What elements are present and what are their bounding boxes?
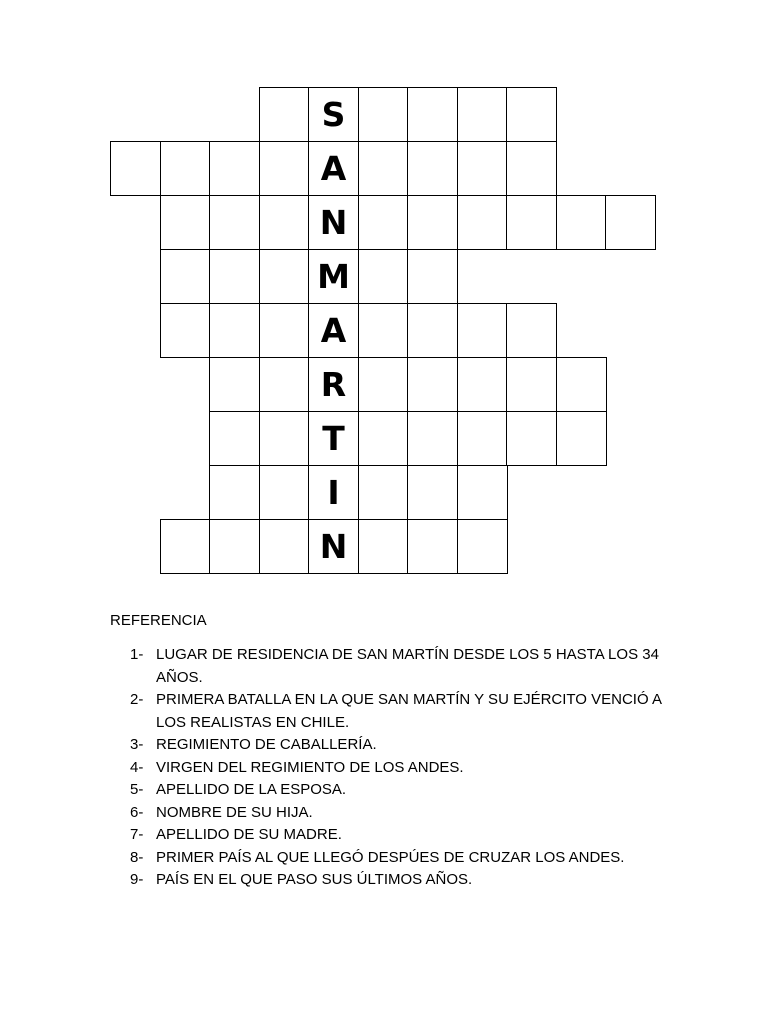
crossword-cell[interactable]: [556, 357, 607, 412]
crossword-cell[interactable]: [407, 465, 458, 520]
crossword-key-cell: N: [308, 519, 359, 574]
crossword-cell[interactable]: [407, 519, 458, 574]
clue-text: APELLIDO DE LA ESPOSA.: [156, 781, 347, 798]
crossword-cell[interactable]: [209, 249, 260, 304]
clue-item: [130, 869, 690, 892]
crossword-cell[interactable]: [407, 249, 458, 304]
crossword-cell[interactable]: [407, 195, 458, 250]
clue-text: VIRGEN DEL REGIMIENTO DE LOS ANDES.: [156, 758, 464, 776]
clue-item: [130, 757, 690, 780]
clue-number: 6-: [130, 803, 144, 821]
crossword-key-cell: M: [308, 249, 359, 304]
clue-number: 4-: [130, 758, 144, 776]
crossword-cell[interactable]: [506, 303, 557, 358]
crossword-cell[interactable]: [358, 87, 409, 142]
crossword-cell[interactable]: [160, 519, 211, 574]
crossword-cell[interactable]: [457, 303, 508, 358]
crossword-key-cell: T: [308, 411, 359, 466]
crossword-cell[interactable]: [358, 303, 409, 358]
clue-number: 3-: [130, 736, 144, 753]
crossword-cell[interactable]: [209, 357, 260, 412]
crossword-cell[interactable]: [358, 465, 409, 520]
crossword-cell[interactable]: [407, 357, 458, 412]
clue-text: LUGAR DE RESIDENCIA DE SAN MARTÍN DESDE LOS 5 HASTA LOS 34 AÑOS.: [156, 646, 659, 686]
crossword-cell[interactable]: [259, 249, 310, 304]
clue-item: [130, 644, 690, 689]
crossword-key-cell: S: [308, 87, 359, 142]
crossword-cell[interactable]: [160, 249, 211, 304]
crossword-cell[interactable]: [457, 411, 508, 466]
reference-title: REFERENCIA: [110, 612, 207, 629]
clue-item: [130, 734, 690, 757]
crossword-cell[interactable]: [160, 195, 211, 250]
clue-item: [130, 779, 690, 802]
clue-item: [130, 824, 690, 847]
crossword-cell[interactable]: [259, 141, 310, 196]
clue-text: PAÍS EN EL QUE PASO SUS ÚLTIMOS AÑOS.: [156, 871, 473, 888]
crossword-cell[interactable]: [407, 141, 458, 196]
crossword-key-cell: R: [308, 357, 359, 412]
crossword-cell[interactable]: [209, 465, 260, 520]
clue-text: PRIMERA BATALLA EN LA QUE SAN MARTÍN Y SU EJÉRCITO VENCIÓ A LOS REALISTAS EN CHILE.: [156, 691, 662, 731]
crossword-cell[interactable]: [259, 87, 310, 142]
crossword-key-cell: I: [308, 465, 359, 520]
clue-number: 8-: [130, 848, 144, 866]
crossword-cell[interactable]: [209, 519, 260, 574]
clue-item: [130, 847, 690, 870]
clue-number: 5-: [130, 781, 144, 798]
crossword-cell[interactable]: [506, 141, 557, 196]
crossword-cell[interactable]: [259, 519, 310, 574]
crossword-cell[interactable]: [259, 411, 310, 466]
crossword-cell[interactable]: [457, 357, 508, 412]
clue-number: 2-: [130, 691, 144, 708]
crossword-cell[interactable]: [259, 357, 310, 412]
crossword-cell[interactable]: [605, 195, 656, 250]
crossword-cell[interactable]: [457, 519, 508, 574]
clue-item: [130, 689, 690, 734]
crossword-cell[interactable]: [457, 465, 508, 520]
crossword-cell[interactable]: [358, 141, 409, 196]
crossword-key-cell: A: [308, 303, 359, 358]
crossword-cell[interactable]: [556, 411, 607, 466]
crossword-cell[interactable]: [358, 411, 409, 466]
clue-number: 1-: [130, 646, 144, 663]
crossword-cell[interactable]: [457, 141, 508, 196]
clue-number: 9-: [130, 871, 144, 888]
crossword-cell[interactable]: [556, 195, 607, 250]
crossword-cell[interactable]: [160, 303, 211, 358]
clue-text: REGIMIENTO DE CABALLERÍA.: [156, 736, 377, 753]
crossword-cell[interactable]: [407, 303, 458, 358]
crossword-cell[interactable]: [259, 465, 310, 520]
crossword-cell[interactable]: [358, 195, 409, 250]
clue-text: NOMBRE DE SU HIJA.: [156, 803, 313, 821]
crossword-cell[interactable]: [259, 303, 310, 358]
crossword-cell[interactable]: [209, 411, 260, 466]
crossword-cell[interactable]: [160, 141, 211, 196]
crossword-cell[interactable]: [457, 87, 508, 142]
crossword-cell[interactable]: [358, 519, 409, 574]
clue-text: APELLIDO DE SU MADRE.: [156, 826, 342, 843]
crossword-cell[interactable]: [358, 357, 409, 412]
crossword-cell[interactable]: [506, 195, 557, 250]
crossword-key-cell: N: [308, 195, 359, 250]
crossword-cell[interactable]: [358, 249, 409, 304]
crossword-cell[interactable]: [506, 87, 557, 142]
crossword-cell[interactable]: [407, 411, 458, 466]
crossword-cell[interactable]: [209, 303, 260, 358]
crossword-cell[interactable]: [259, 195, 310, 250]
crossword-cell[interactable]: [209, 195, 260, 250]
crossword-key-cell: A: [308, 141, 359, 196]
crossword-cell[interactable]: [506, 357, 557, 412]
crossword-cell[interactable]: [209, 141, 260, 196]
crossword-cell[interactable]: [457, 195, 508, 250]
clue-number: 7-: [130, 826, 144, 843]
clue-item: [130, 802, 690, 825]
crossword-cell[interactable]: [506, 411, 557, 466]
clue-text: PRIMER PAÍS AL QUE LLEGÓ DESPÚES DE CRUZAR LOS ANDES.: [156, 848, 625, 866]
crossword-cell[interactable]: [110, 141, 161, 196]
crossword-cell[interactable]: [407, 87, 458, 142]
clue-list: [130, 644, 690, 892]
